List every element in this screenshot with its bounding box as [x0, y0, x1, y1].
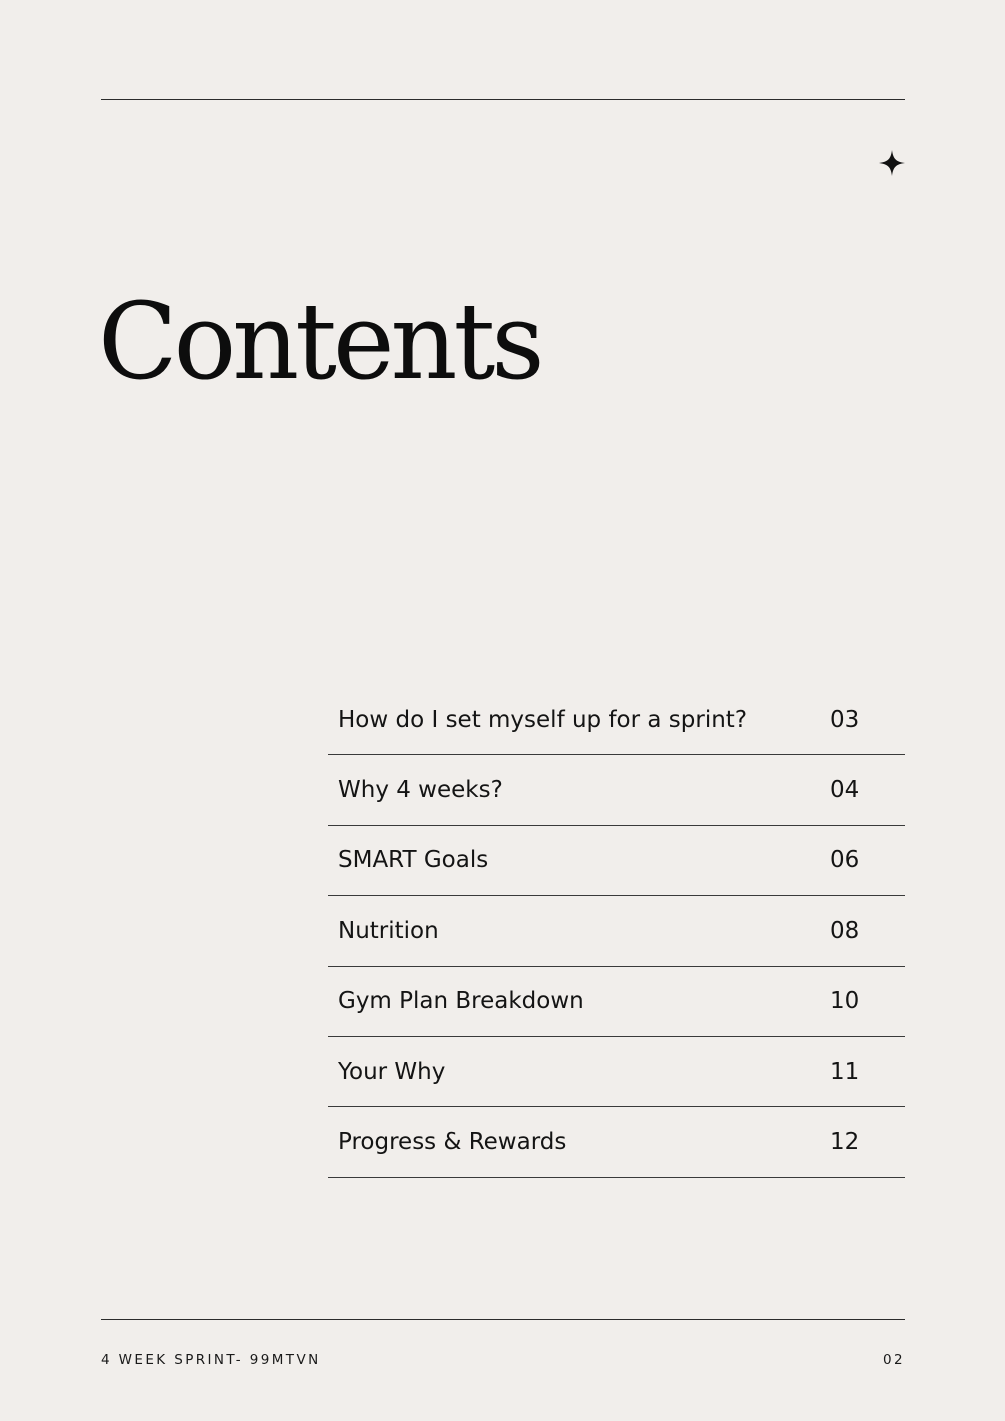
page-title: Contents	[98, 278, 541, 404]
toc-item[interactable]	[328, 1107, 905, 1177]
bottom-divider	[101, 1319, 905, 1320]
toc-item-label: SMART Goals	[338, 847, 489, 874]
toc-item-page: 11	[830, 1058, 860, 1085]
toc-item-label: Gym Plan Breakdown	[338, 988, 584, 1015]
toc-item[interactable]	[328, 685, 905, 755]
toc-item[interactable]	[328, 755, 905, 825]
toc-item-label: Nutrition	[338, 917, 439, 944]
toc-item[interactable]	[328, 826, 905, 896]
toc-item[interactable]	[328, 896, 905, 966]
table-of-contents	[328, 685, 905, 1178]
top-divider	[101, 99, 905, 100]
toc-item-page: 10	[830, 988, 860, 1015]
toc-item-label: Why 4 weeks?	[338, 777, 503, 804]
four-point-star-icon	[878, 149, 906, 177]
toc-item-page: 12	[830, 1129, 860, 1156]
toc-item-page: 08	[830, 917, 860, 944]
toc-item-label: How do I set myself up for a sprint?	[338, 706, 748, 733]
footer-page-number: 02	[883, 1352, 905, 1368]
toc-item[interactable]	[328, 1037, 905, 1107]
toc-item-page: 06	[830, 847, 860, 874]
toc-item[interactable]	[328, 967, 905, 1037]
toc-item-label: Your Why	[338, 1058, 446, 1085]
toc-item-label: Progress & Rewards	[338, 1129, 567, 1156]
toc-item-page: 04	[830, 777, 860, 804]
footer-document-name: 4 WEEK SPRINT- 99MTVN	[101, 1352, 321, 1368]
toc-item-page: 03	[830, 706, 860, 733]
